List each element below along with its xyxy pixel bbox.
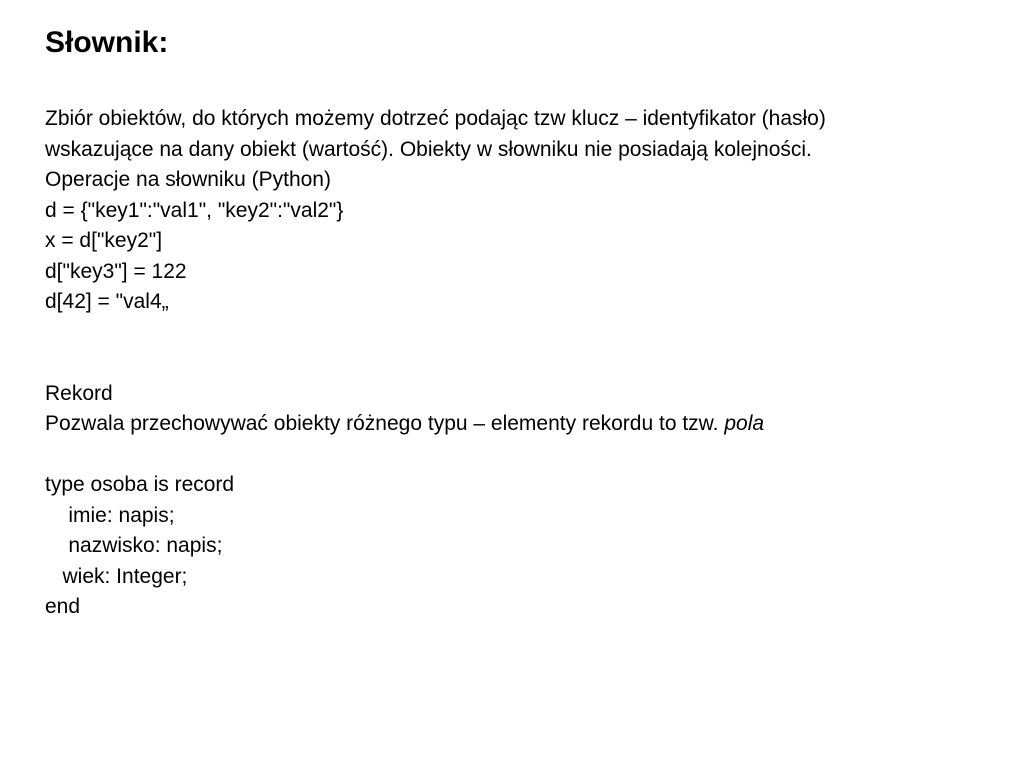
record-description-emphasis: pola [724, 412, 765, 435]
dictionary-description-line-2: wskazujące na dany obiekt (wartość). Obiekty w słowniku nie posiadają kolejności. [45, 137, 812, 161]
dictionary-code-line: d = {"key1":"val1", "key2":"val2"} [45, 198, 344, 222]
dictionary-code-line: d[42] = "val4„ [45, 290, 169, 313]
spacer [45, 440, 1015, 471]
record-code-line: type osoba is record [45, 473, 235, 496]
dictionary-code-line: d["key3"] = 122 [45, 259, 187, 283]
record-code-line: nazwisko: napis; [45, 534, 223, 557]
dictionary-description-line-1: Zbiór obiektów, do których możemy dotrzeć podając tzw klucz – identyfikator (hasło) [45, 107, 826, 130]
spacer [45, 318, 1015, 349]
record-code-line: imie: napis; [45, 503, 175, 527]
record-description [45, 409, 1015, 440]
spacer [45, 348, 1015, 379]
dictionary-code-line: x = d["key2"] [45, 229, 163, 252]
record-heading: Rekord [45, 381, 113, 405]
slide-body [45, 104, 1015, 623]
slide-title: Słownik: [45, 26, 169, 59]
record-code-line: wiek: Integer; [45, 564, 188, 588]
record-description-text: Pozwala przechowywać obiekty różnego typu – elementy rekordu to tzw. [45, 412, 725, 435]
record-code-line: end [45, 595, 81, 618]
operations-heading: Operacje na słowniku (Python) [45, 168, 331, 191]
